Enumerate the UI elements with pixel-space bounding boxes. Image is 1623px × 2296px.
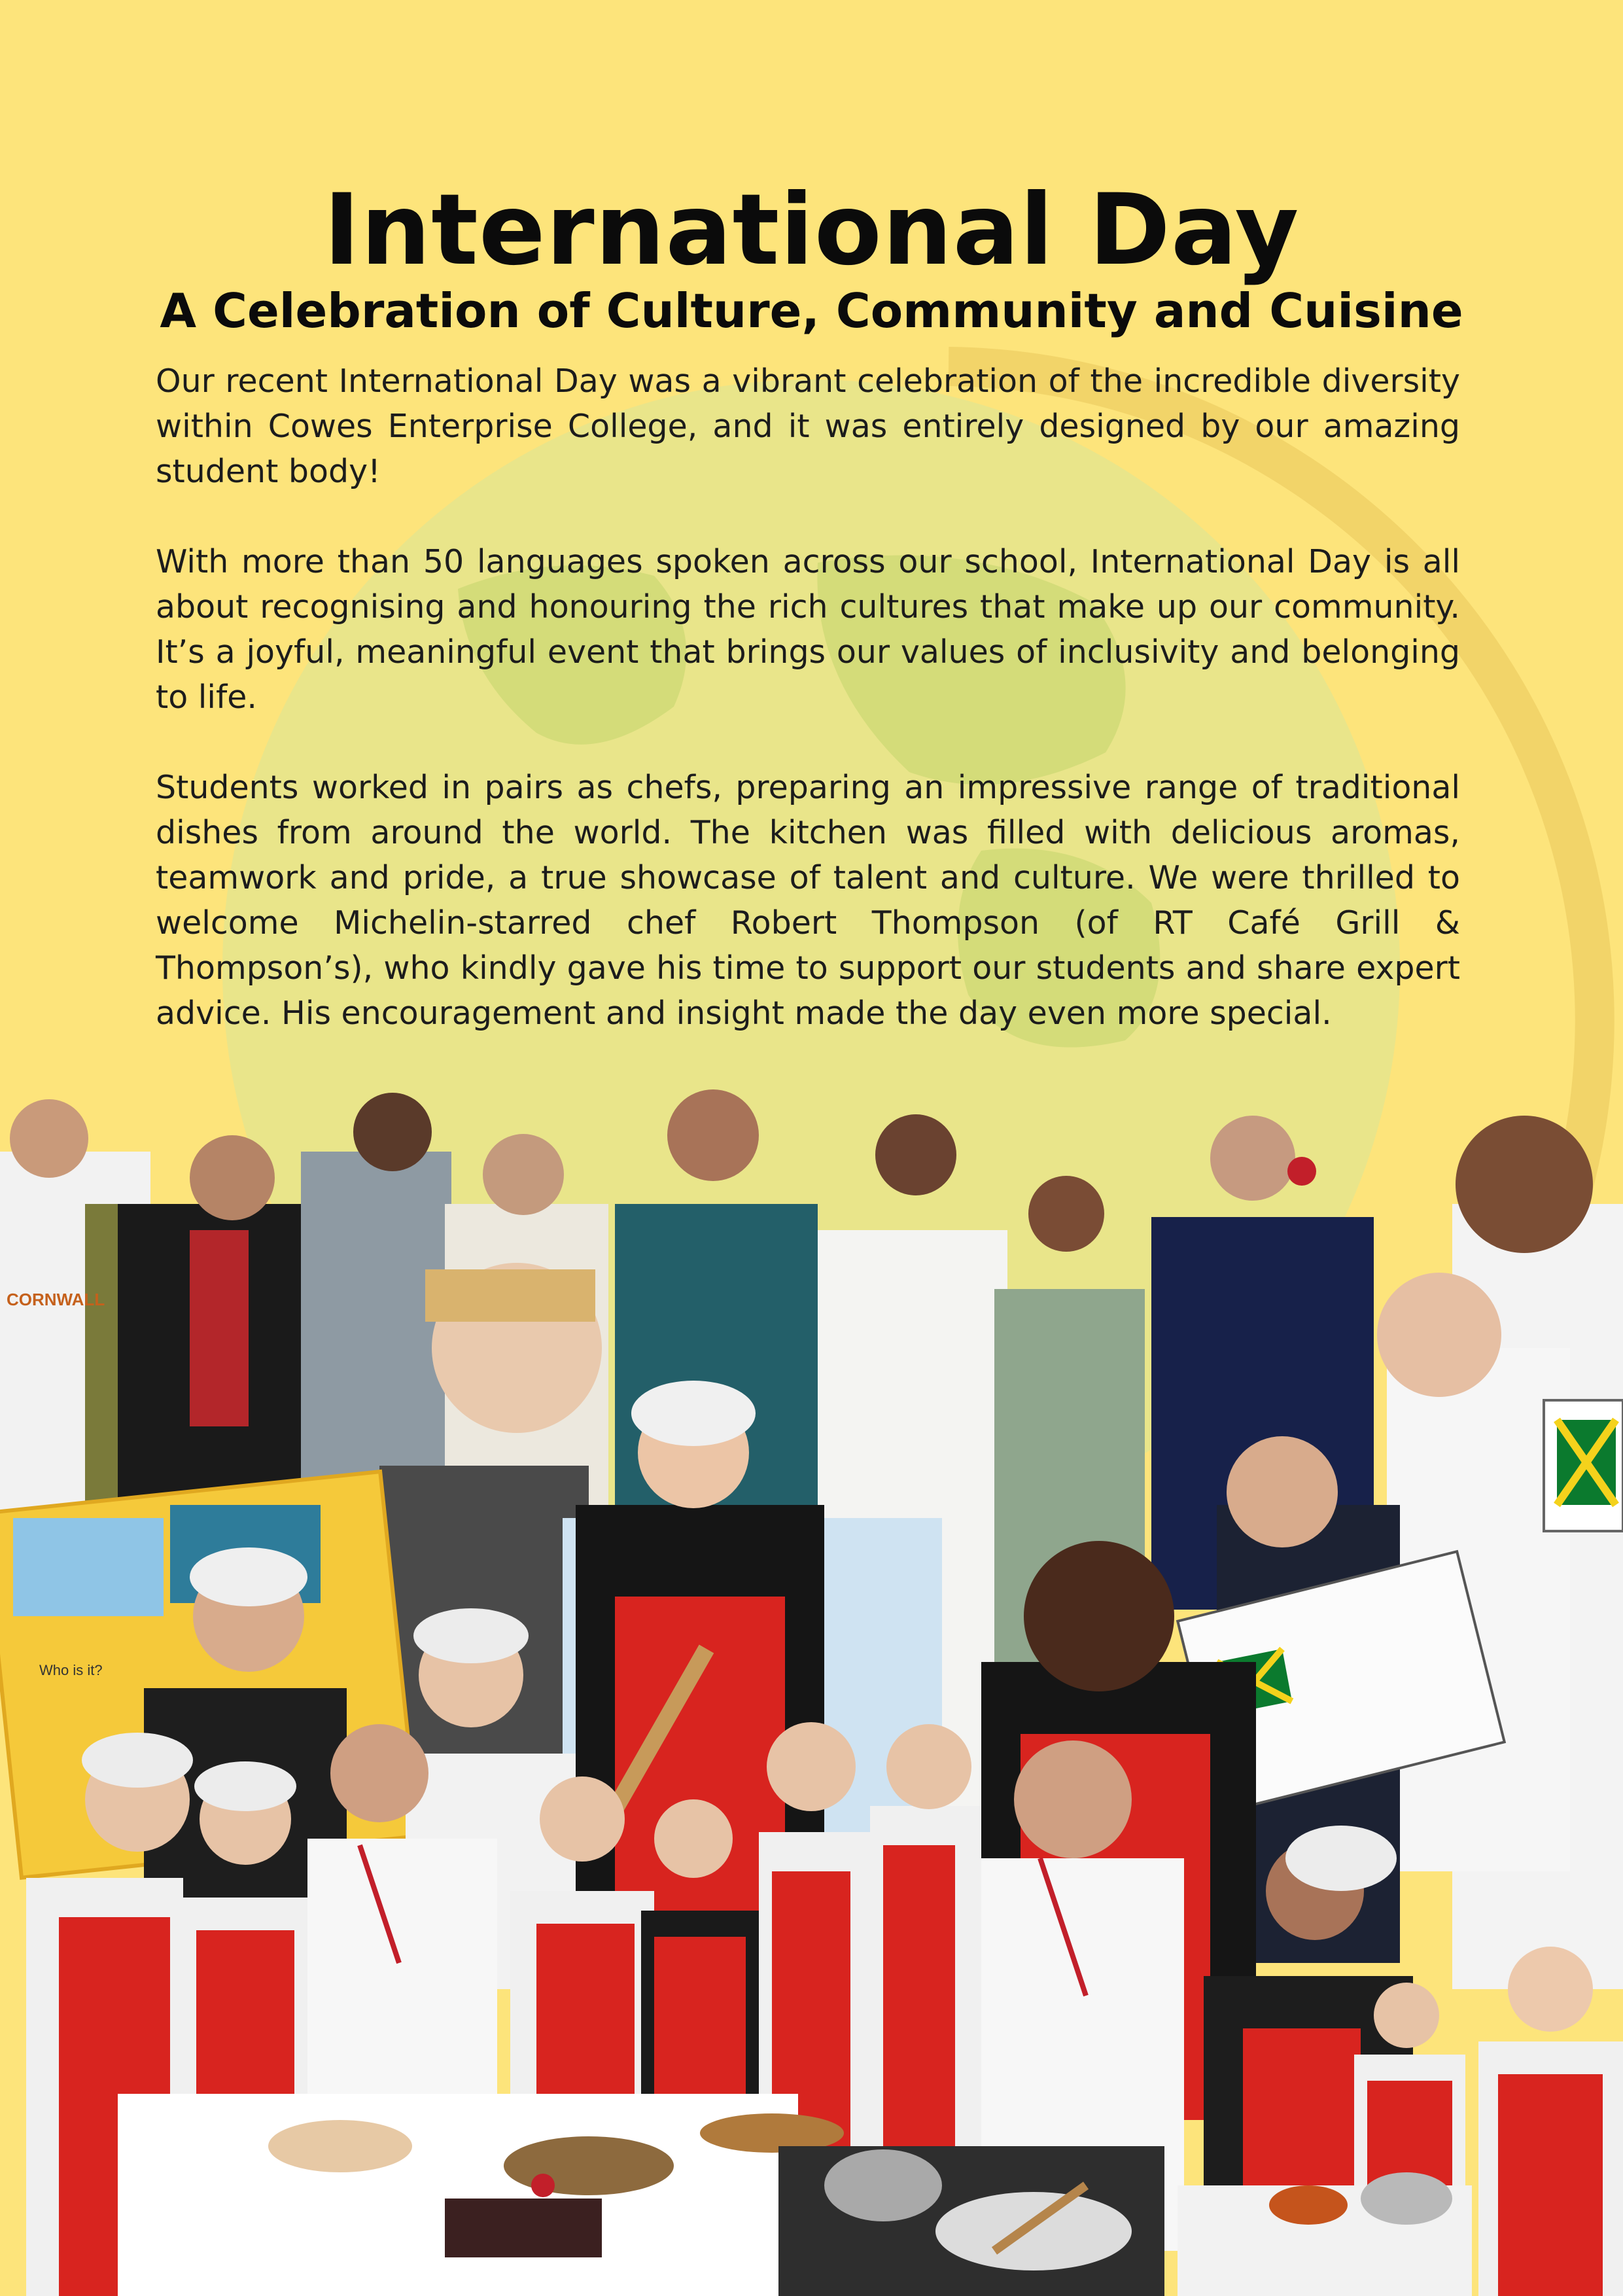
boy-hairnet-cap: [413, 1608, 529, 1663]
student-front-3-head: [540, 1776, 625, 1862]
head-3: [353, 1093, 432, 1171]
student-front-6-apron: [883, 1845, 955, 2146]
boy-dark-hair-head: [1227, 1436, 1338, 1547]
girl-braids-head: [1024, 1541, 1174, 1691]
paragraph-languages: With more than 50 languages spoken across our school, International Day is all about recognising and honouring the rich cultures that make up our community. It’s a joyful, meaningful event that brings our values of inclusivity and belonging to life.: [156, 543, 1460, 716]
poster-photo-1: [13, 1518, 164, 1616]
student-small-1-head: [1374, 1983, 1439, 2048]
student-small-2-apron: [1498, 2074, 1603, 2296]
dish-cakes: [445, 2199, 602, 2257]
sauce-pot: [824, 2149, 942, 2221]
student-small-2-head: [1508, 1947, 1593, 2032]
chef-right-head: [1014, 1740, 1132, 1858]
head-6: [875, 1114, 956, 1195]
dish-pie: [268, 2120, 412, 2172]
food-table: [118, 2094, 798, 2296]
head-4: [483, 1134, 564, 1215]
pan-right: [1361, 2172, 1452, 2225]
dress-embroidery: [190, 1230, 249, 1426]
girl-hairnet: [631, 1381, 756, 1446]
head-8: [1210, 1116, 1295, 1201]
head-2: [190, 1135, 275, 1220]
student-front-6-head: [886, 1724, 971, 1809]
paragraph-chefs: Students worked in pairs as chefs, preparing an impressive range of traditional dishes from around the world. The kitchen was filled with delicious aromas, teamwork and pride, a true showcase of talent and culture. We were thrilled to welcome Michelin-starred chef Robert Thompson (of RT Café Grill & Thompson’s), who kindly gave his time to support our students and share expert advice. His encouragement and insight made the day even more special.: [156, 769, 1460, 1032]
boy-flag-head: [1377, 1273, 1501, 1397]
article-body: [156, 359, 1460, 1081]
head-7: [1028, 1176, 1104, 1252]
dish-salad: [504, 2136, 674, 2195]
chef-left-head: [330, 1724, 428, 1822]
girl-blonde-hair: [425, 1269, 595, 1322]
head-1: [10, 1099, 88, 1178]
page-subtitle: A Celebration of Culture, Community and Cuisine: [160, 283, 1463, 338]
poster-heading: Who is it?: [39, 1662, 103, 1678]
student-front-1-hairnet: [82, 1733, 193, 1788]
red-flower: [1287, 1157, 1316, 1186]
student-front-5-head: [767, 1722, 856, 1811]
tshirt-label: CORNWALL: [7, 1290, 105, 1309]
paragraph-intro: Our recent International Day was a vibrant celebration of the incredible diversity within Cowes Enterprise College, and it was entirely designed by our amazing student body!: [156, 362, 1460, 490]
student-front-4-head: [654, 1799, 733, 1878]
page-title: International Day: [323, 173, 1300, 287]
pan-sauce: [1269, 2185, 1348, 2225]
girl-glasses-hairnet: [1285, 1826, 1397, 1891]
photo-collage: [0, 1073, 1623, 2296]
strawberry: [531, 2174, 555, 2197]
boy-right-head: [1456, 1116, 1593, 1253]
boy-left-hairnet: [190, 1547, 307, 1606]
collage-illustration: [0, 1073, 1623, 2296]
frying-pan: [935, 2192, 1132, 2270]
head-5: [667, 1089, 759, 1181]
student-front-2-hairnet: [194, 1761, 296, 1811]
